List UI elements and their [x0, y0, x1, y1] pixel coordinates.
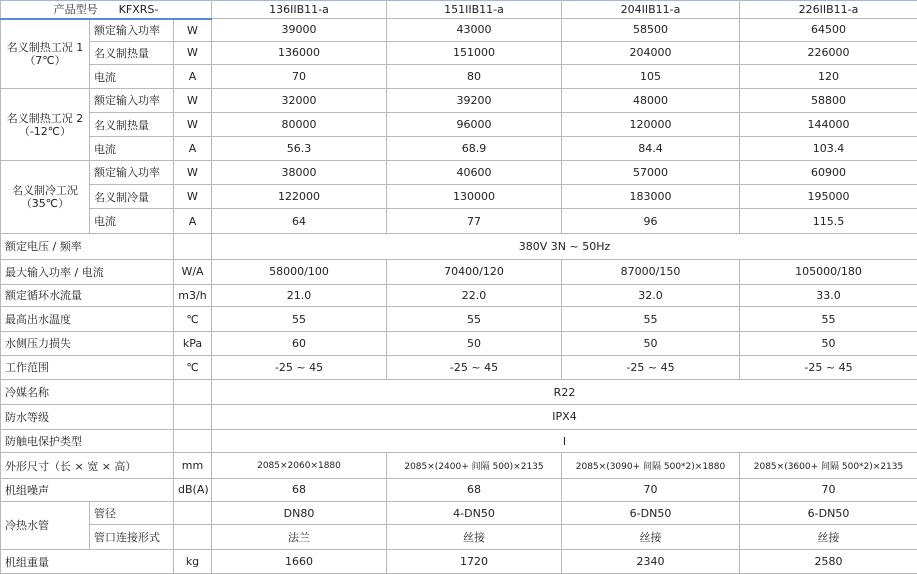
- value-cell: 58500: [562, 19, 740, 42]
- value-cell: 39000: [212, 19, 387, 42]
- row-item: 名义制冷量: [90, 184, 174, 209]
- heating2-power-row: [1, 89, 917, 113]
- value-cell: 68: [387, 479, 562, 502]
- value-cell: 68.9: [387, 137, 562, 161]
- value-cell: 40600: [387, 161, 562, 185]
- model-name: 136IIB11-a: [212, 1, 387, 19]
- spec-label: 最高出水温度: [1, 307, 174, 332]
- value-cell: 80000: [212, 112, 387, 137]
- shock-row: [1, 429, 917, 453]
- cooling-power-row: [1, 161, 917, 185]
- row-unit: [174, 525, 212, 550]
- value-cell: 144000: [740, 112, 917, 137]
- row-unit: kg: [174, 550, 212, 574]
- weight-label: 机组重量: [1, 550, 174, 574]
- value-cell: 1660: [212, 550, 387, 574]
- value-cell: 115.5: [740, 209, 917, 234]
- value-cell: 58000/100: [212, 259, 387, 284]
- value-cell: 80: [387, 65, 562, 89]
- model-name: 204IIB11-a: [562, 1, 740, 19]
- row-unit: W/A: [174, 259, 212, 284]
- value-cell: 55: [212, 307, 387, 332]
- value-cell: 48000: [562, 89, 740, 113]
- value-cell: 122000: [212, 184, 387, 209]
- value-cell: 151000: [387, 41, 562, 65]
- spec-label: 工作范围: [1, 355, 174, 380]
- voltage-value: 380V 3N ~ 50Hz: [212, 234, 917, 260]
- shock-value: I: [212, 429, 917, 453]
- value-cell: 130000: [387, 184, 562, 209]
- value-cell: 183000: [562, 184, 740, 209]
- row-unit: [174, 404, 212, 429]
- value-cell: DN80: [212, 501, 387, 525]
- model-name: 151IIB11-a: [387, 1, 562, 19]
- value-cell: 77: [387, 209, 562, 234]
- value-cell: 55: [740, 307, 917, 332]
- dimensions-label: 外形尺寸（长 × 宽 × 高）: [1, 453, 174, 479]
- row-item: 电流: [90, 137, 174, 161]
- row-unit: ℃: [174, 355, 212, 380]
- value-cell: 43000: [387, 19, 562, 42]
- value-cell: 21.0: [212, 284, 387, 307]
- value-cell: 105000/180: [740, 259, 917, 284]
- row-unit: mm: [174, 453, 212, 479]
- value-cell: 55: [562, 307, 740, 332]
- heating1-title: 名义制热工况 1: [6, 40, 84, 54]
- cooling-group-label: [1, 161, 90, 234]
- heating1-condition: （7℃）: [24, 53, 66, 67]
- heating1-group-label: [1, 19, 90, 89]
- value-cell: 70400/120: [387, 259, 562, 284]
- value-cell: 58800: [740, 89, 917, 113]
- pipe-connection-row: [1, 525, 917, 550]
- value-cell: 6-DN50: [562, 501, 740, 525]
- model-label-cell: [1, 1, 212, 19]
- value-cell: 38000: [212, 161, 387, 185]
- refrigerant-row: [1, 380, 917, 405]
- value-cell: 70: [212, 65, 387, 89]
- value-cell: 2085×(3600+ 间隔 500*2)×2135: [740, 453, 917, 479]
- cooling-capacity-row: [1, 184, 917, 209]
- heating2-title: 名义制热工况 2: [6, 111, 84, 125]
- row-item: 额定输入功率: [90, 161, 174, 185]
- weight-row: [1, 550, 917, 574]
- pipe-label: 冷热水管: [1, 501, 90, 549]
- value-cell: 136000: [212, 41, 387, 65]
- row-item: 电流: [90, 209, 174, 234]
- value-cell: 64500: [740, 19, 917, 42]
- row-unit: [174, 501, 212, 525]
- refrigerant-label: 冷媒名称: [1, 380, 174, 405]
- row-unit: W: [174, 41, 212, 65]
- heating1-capacity-row: [1, 41, 917, 65]
- value-cell: 70: [740, 479, 917, 502]
- value-cell: -25 ~ 45: [212, 355, 387, 380]
- value-cell: 丝接: [387, 525, 562, 550]
- row-unit: W: [174, 19, 212, 42]
- value-cell: 1720: [387, 550, 562, 574]
- value-cell: 2085×(2400+ 间隔 500)×2135: [387, 453, 562, 479]
- value-cell: -25 ~ 45: [387, 355, 562, 380]
- row-item: 电流: [90, 65, 174, 89]
- value-cell: 50: [387, 331, 562, 355]
- value-cell: 64: [212, 209, 387, 234]
- value-cell: -25 ~ 45: [562, 355, 740, 380]
- value-cell: 84.4: [562, 137, 740, 161]
- model-label: 产品型号: [53, 3, 98, 17]
- row-unit: A: [174, 65, 212, 89]
- model-name: 226IIB11-a: [740, 1, 917, 19]
- spec-row: [1, 331, 917, 355]
- spec-label: 水侧压力损失: [1, 331, 174, 355]
- noise-label: 机组噪声: [1, 479, 174, 502]
- value-cell: 22.0: [387, 284, 562, 307]
- value-cell: 丝接: [562, 525, 740, 550]
- row-unit: ℃: [174, 307, 212, 332]
- value-cell: 96: [562, 209, 740, 234]
- model-prefix: KFXRS-: [118, 3, 159, 17]
- value-cell: 56.3: [212, 137, 387, 161]
- value-cell: 96000: [387, 112, 562, 137]
- value-cell: -25 ~ 45: [740, 355, 917, 380]
- heating1-current-row: [1, 65, 917, 89]
- voltage-label: 额定电压 / 频率: [1, 234, 174, 260]
- value-cell: 103.4: [740, 137, 917, 161]
- row-unit: [174, 380, 212, 405]
- voltage-row: [1, 234, 917, 260]
- value-cell: 2085×2060×1880: [212, 453, 387, 479]
- cooling-title: 名义制冷工况: [12, 184, 78, 198]
- spec-label: 最大输入功率 / 电流: [1, 259, 174, 284]
- value-cell: 50: [740, 331, 917, 355]
- value-cell: 55: [387, 307, 562, 332]
- heating2-current-row: [1, 137, 917, 161]
- row-unit: W: [174, 112, 212, 137]
- row-unit: W: [174, 161, 212, 185]
- row-unit: dB(A): [174, 479, 212, 502]
- value-cell: 4-DN50: [387, 501, 562, 525]
- value-cell: 120000: [562, 112, 740, 137]
- value-cell: 2580: [740, 550, 917, 574]
- row-item: 名义制热量: [90, 41, 174, 65]
- value-cell: 57000: [562, 161, 740, 185]
- heating2-group-label: [1, 89, 90, 161]
- row-unit: A: [174, 137, 212, 161]
- value-cell: 33.0: [740, 284, 917, 307]
- value-cell: 70: [562, 479, 740, 502]
- row-unit: A: [174, 209, 212, 234]
- waterproof-row: [1, 404, 917, 429]
- row-unit: kPa: [174, 331, 212, 355]
- row-item: 额定输入功率: [90, 19, 174, 42]
- cooling-current-row: [1, 209, 917, 234]
- heating1-power-row: [1, 19, 917, 42]
- dimensions-row: [1, 453, 917, 479]
- value-cell: 32.0: [562, 284, 740, 307]
- spec-label: 额定循环水流量: [1, 284, 174, 307]
- value-cell: 60900: [740, 161, 917, 185]
- spec-row: [1, 259, 917, 284]
- value-cell: 226000: [740, 41, 917, 65]
- refrigerant-value: R22: [212, 380, 917, 405]
- heating2-capacity-row: [1, 112, 917, 137]
- value-cell: 2085×(3090+ 间隔 500*2)×1880: [562, 453, 740, 479]
- value-cell: 87000/150: [562, 259, 740, 284]
- value-cell: 6-DN50: [740, 501, 917, 525]
- row-unit: [174, 429, 212, 453]
- value-cell: 195000: [740, 184, 917, 209]
- value-cell: 法兰: [212, 525, 387, 550]
- value-cell: 2340: [562, 550, 740, 574]
- waterproof-value: IPX4: [212, 404, 917, 429]
- cooling-condition: （35℃）: [20, 197, 70, 211]
- header-row: [1, 1, 917, 19]
- value-cell: 68: [212, 479, 387, 502]
- spec-row: [1, 307, 917, 332]
- row-item: 名义制热量: [90, 112, 174, 137]
- waterproof-label: 防水等级: [1, 404, 174, 429]
- shock-label: 防触电保护类型: [1, 429, 174, 453]
- noise-row: [1, 479, 917, 502]
- value-cell: 32000: [212, 89, 387, 113]
- heating2-condition: （-12℃）: [18, 124, 72, 138]
- value-cell: 204000: [562, 41, 740, 65]
- row-item: 额定输入功率: [90, 89, 174, 113]
- pipe-connection-label: 管口连接形式: [90, 525, 174, 550]
- row-unit: [174, 234, 212, 260]
- row-unit: W: [174, 89, 212, 113]
- value-cell: 50: [562, 331, 740, 355]
- pipe-diameter-label: 管径: [90, 501, 174, 525]
- row-unit: m3/h: [174, 284, 212, 307]
- spec-row: [1, 284, 917, 307]
- value-cell: 丝接: [740, 525, 917, 550]
- value-cell: 39200: [387, 89, 562, 113]
- pipe-diameter-row: [1, 501, 917, 525]
- spec-row: [1, 355, 917, 380]
- value-cell: 105: [562, 65, 740, 89]
- value-cell: 60: [212, 331, 387, 355]
- value-cell: 120: [740, 65, 917, 89]
- row-unit: W: [174, 184, 212, 209]
